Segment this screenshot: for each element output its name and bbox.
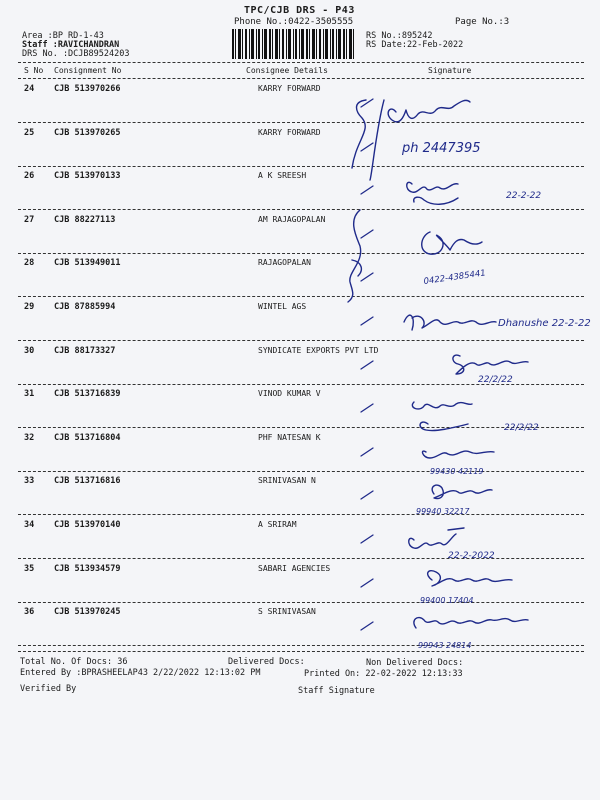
row-consignment-no: CJB 513970245 [54,607,121,617]
total-docs: Total No. Of Docs: 36 [20,657,128,667]
check-tick-icon [360,316,374,326]
row-sno: 35 [24,564,35,574]
signature-24-25 [388,100,470,122]
row-sno: 26 [24,171,35,181]
signature-34 [409,528,464,548]
row-separator [18,122,584,123]
row-separator [18,602,584,603]
handwritten-date-34: 22-2-2022 [448,551,495,561]
row-separator [18,209,584,210]
row-consignee-name: KARRY FORWARD [258,84,321,93]
col-consignment: Consignment No [54,66,122,75]
row-consignment-no: CJB 88227113 [54,215,116,225]
row-consignment-no: CJB 513716804 [54,433,121,443]
col-sno: S No [24,66,44,75]
col-consignee: Consignee Details [246,66,328,75]
row-separator [18,253,584,254]
check-tick-icon [360,578,374,588]
row-sno: 29 [24,302,35,312]
row-sno: 24 [24,84,35,94]
row-sno: 31 [24,389,35,399]
row-consignee-name: WINTEL AGS [258,302,307,311]
col-signature: Signature [428,66,472,75]
check-tick-icon [360,403,374,413]
handwritten-phone-33: 99940 32217 [416,507,470,516]
drs-number: DRS No. :DCJB89524203 [22,49,130,59]
office-phone: Phone No.:0422-3505555 [234,17,354,27]
header-rule-top [18,62,584,63]
rs-date: RS Date:22-Feb-2022 [366,40,464,50]
row-consignee-name: KARRY FORWARD [258,128,321,137]
rs-number: RS No.:895242 [366,31,433,41]
check-tick-icon [360,621,374,631]
handwritten-phone-28: 0422-4385441 [423,268,487,287]
row-separator [18,558,584,559]
check-tick-icon [360,229,374,239]
barcode-image [232,29,354,59]
row-consignee-name: SABARI AGENCIES [258,564,331,573]
row-separator [18,514,584,515]
row-consignee-name: SYNDICATE EXPORTS PVT LTD [258,346,379,355]
non-delivered-docs: Non Delivered Docs: [366,658,464,668]
row-sno: 32 [24,433,35,443]
signature-29 [404,315,496,330]
check-tick-icon [360,447,374,457]
signature-35 [428,571,512,586]
header-rule-bottom [18,78,584,79]
row-consignment-no: CJB 513949011 [54,258,121,268]
signature-32 [423,451,494,458]
row-separator [18,296,584,297]
entered-by: Entered By :BPRASHEELAP43 2/22/2022 12:13:02 PM [20,668,261,678]
signature-33 [432,485,492,498]
row-separator [18,340,584,341]
handwritten-signature-29: Dhanushe 22-2-22 [498,318,591,329]
check-tick-icon [360,185,374,195]
row-consignee-name: S SRINIVASAN [258,607,316,616]
handwritten-phone-24-25: ph 2447395 [402,141,481,156]
row-sno: 28 [24,258,35,268]
delivered-docs: Delivered Docs: [228,657,305,667]
row-consignee-name: RAJAGOPALAN [258,258,311,267]
row-consignment-no: CJB 87885994 [54,302,116,312]
row-consignment-no: CJB 513934579 [54,564,121,574]
row-consignee-name: AM RAJAGOPALAN [258,215,326,224]
row-separator [18,166,584,167]
row-consignee-name: A SRIRAM [258,520,297,529]
row-separator [18,645,584,646]
handwritten-date-30: 22/2/22 [478,375,513,385]
row-separator [18,471,584,472]
row-separator [18,384,584,385]
row-consignment-no: CJB 513970265 [54,128,121,138]
row-sno: 27 [24,215,35,225]
row-consignee-name: PHF NATESAN K [258,433,321,442]
staff-label: Staff :RAVICHANDRAN [22,40,120,50]
handwritten-phone-36: 99943 24814 [418,641,472,650]
handwritten-date-31: 22/2/22 [504,423,539,433]
footer-rule [18,651,584,652]
area-label: Area :BP RD-1-43 [22,31,104,41]
row-consignee-name: A K SREESH [258,171,307,180]
check-tick-icon [360,142,374,152]
brace-mark [352,100,384,180]
page-number: Page No.:3 [455,17,510,27]
row-sno: 33 [24,476,35,486]
check-tick-icon [360,272,374,282]
row-consignment-no: CJB 513716816 [54,476,121,486]
row-consignment-no: CJB 513970140 [54,520,121,530]
handwritten-phone-35: 99400 17404 [420,596,474,605]
row-separator [18,427,584,428]
row-consignment-no: CJB 513970133 [54,171,121,181]
printed-on: Printed On: 22-02-2022 12:13:33 [304,669,463,679]
handwritten-date-26: 22-2-22 [506,191,542,201]
verified-by: Verified By [20,684,77,694]
row-consignment-no: CJB 513716839 [54,389,121,399]
signature-26 [407,182,458,192]
handwritten-phone-32: 99430 42119 [430,467,484,476]
brace-mark [348,210,361,302]
signature-30 [453,355,528,374]
sheet-title: TPC/CJB DRS - P43 [244,5,355,16]
signature-36 [414,618,528,628]
row-consignment-no: CJB 513970266 [54,84,121,94]
row-consignment-no: CJB 88173327 [54,346,116,356]
row-sno: 30 [24,346,35,356]
row-consignee-name: SRINIVASAN N [258,476,316,485]
row-consignee-name: VINOD KUMAR V [258,389,321,398]
check-tick-icon [360,360,374,370]
row-sno: 36 [24,607,35,617]
row-sno: 25 [24,128,35,138]
signature-26b [414,197,458,204]
row-sno: 34 [24,520,35,530]
check-tick-icon [360,490,374,500]
check-tick-icon [360,98,374,108]
staff-signature-label: Staff Signature [298,686,375,696]
check-tick-icon [360,534,374,544]
signature-27-28 [422,232,482,254]
